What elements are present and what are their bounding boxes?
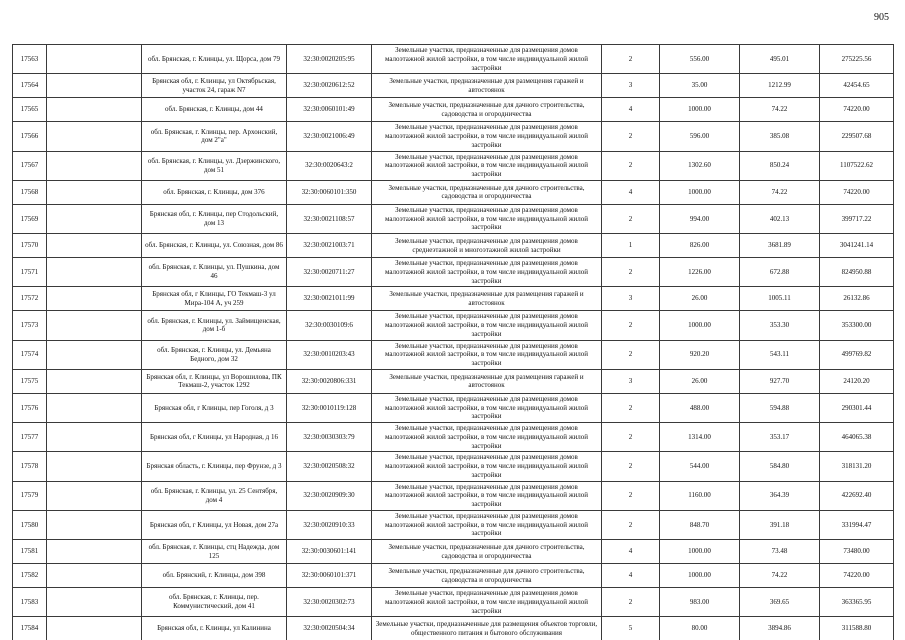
- total-value-cell: 3041241.14: [820, 234, 894, 258]
- row-id-cell: 17582: [13, 564, 47, 588]
- empty-cell: [47, 564, 142, 588]
- unit-value-cell: 672.88: [740, 258, 820, 287]
- table-row: [13, 564, 894, 588]
- land-use-cell: Земельные участки, предназначенные для размещения домов малоэтажной жилой застройки, в том числе индивидуальной жилой застройки: [372, 311, 602, 340]
- address-cell: Брянская обл, г. Клинцы, пер Стодольский, дом 13: [142, 204, 287, 233]
- unit-value-cell: 73.48: [740, 540, 820, 564]
- area-cell: 1000.00: [660, 564, 740, 588]
- total-value-cell: 311588.80: [820, 617, 894, 640]
- row-id-cell: 17575: [13, 369, 47, 393]
- land-use-cell: Земельные участки, предназначенные для размещения домов малоэтажной жилой застройки, в том числе индивидуальной жилой застройки: [372, 45, 602, 74]
- address-cell: обл. Брянская, г. Клинцы, пер. Коммунистический, дом 41: [142, 588, 287, 617]
- type-code-cell: 2: [602, 151, 660, 180]
- table-row: [13, 588, 894, 617]
- empty-cell: [47, 340, 142, 369]
- type-code-cell: 2: [602, 340, 660, 369]
- type-code-cell: 2: [602, 423, 660, 452]
- cadastral-number-cell: 32:30:0020643:2: [287, 151, 372, 180]
- address-cell: обл. Брянская, г. Клинцы, ул. Демьяна Бедного, дом 32: [142, 340, 287, 369]
- empty-cell: [47, 45, 142, 74]
- land-use-cell: Земельные участки, предназначенные для размещения домов малоэтажной жилой застройки, в том числе индивидуальной жилой застройки: [372, 151, 602, 180]
- area-cell: 26.00: [660, 369, 740, 393]
- land-use-cell: Земельные участки, предназначенные для размещения домов малоэтажной жилой застройки, в том числе индивидуальной жилой застройки: [372, 393, 602, 422]
- address-cell: обл. Брянская, г. Клинцы, ул. Дзержинского, дом 51: [142, 151, 287, 180]
- cadastral-number-cell: 32:30:0021003:71: [287, 234, 372, 258]
- cadastral-number-cell: 32:30:0030601:141: [287, 540, 372, 564]
- unit-value-cell: 1005.11: [740, 287, 820, 311]
- table-row: [13, 510, 894, 539]
- total-value-cell: 824950.88: [820, 258, 894, 287]
- address-cell: Брянская обл, г. Клинцы, ул Октябрьская, участок 24, гараж N7: [142, 74, 287, 98]
- land-use-cell: Земельные участки, предназначенные для размещения домов малоэтажной жилой застройки, в том числе индивидуальной жилой застройки: [372, 423, 602, 452]
- row-id-cell: 17577: [13, 423, 47, 452]
- total-value-cell: 229507.68: [820, 122, 894, 151]
- address-cell: Брянская обл, г Клинцы, пер Гоголя, д 3: [142, 393, 287, 422]
- land-use-cell: Земельные участки, предназначенные для размещения домов малоэтажной жилой застройки, в том числе индивидуальной жилой застройки: [372, 204, 602, 233]
- empty-cell: [47, 98, 142, 122]
- type-code-cell: 4: [602, 540, 660, 564]
- row-id-cell: 17567: [13, 151, 47, 180]
- area-cell: 994.00: [660, 204, 740, 233]
- cadastral-number-cell: 32:30:0021006:49: [287, 122, 372, 151]
- land-use-cell: Земельные участки, предназначенные для размещения домов малоэтажной жилой застройки, в том числе индивидуальной жилой застройки: [372, 481, 602, 510]
- unit-value-cell: 364.39: [740, 481, 820, 510]
- unit-value-cell: 391.18: [740, 510, 820, 539]
- total-value-cell: 74220.00: [820, 180, 894, 204]
- cadastral-number-cell: 32:30:0060101:350: [287, 180, 372, 204]
- table-row: [13, 452, 894, 481]
- address-cell: обл. Брянская, г. Клинцы, ул. 25 Сентября, дом 4: [142, 481, 287, 510]
- table-row: [13, 258, 894, 287]
- type-code-cell: 4: [602, 180, 660, 204]
- type-code-cell: 2: [602, 393, 660, 422]
- type-code-cell: 2: [602, 122, 660, 151]
- area-cell: 983.00: [660, 588, 740, 617]
- type-code-cell: 2: [602, 311, 660, 340]
- unit-value-cell: 353.17: [740, 423, 820, 452]
- row-id-cell: 17564: [13, 74, 47, 98]
- unit-value-cell: 402.13: [740, 204, 820, 233]
- cadastral-number-cell: 32:30:0030303:79: [287, 423, 372, 452]
- row-id-cell: 17568: [13, 180, 47, 204]
- total-value-cell: 24120.20: [820, 369, 894, 393]
- row-id-cell: 17581: [13, 540, 47, 564]
- table-row: [13, 540, 894, 564]
- table-row: [13, 45, 894, 74]
- total-value-cell: 1107522.62: [820, 151, 894, 180]
- total-value-cell: 74220.00: [820, 98, 894, 122]
- type-code-cell: 4: [602, 98, 660, 122]
- empty-cell: [47, 180, 142, 204]
- row-id-cell: 17580: [13, 510, 47, 539]
- table-row: [13, 369, 894, 393]
- area-cell: 1000.00: [660, 98, 740, 122]
- address-cell: Брянская обл, г. Клинцы, ул Калинина: [142, 617, 287, 640]
- land-parcels-table: [12, 44, 894, 640]
- row-id-cell: 17566: [13, 122, 47, 151]
- cadastral-number-cell: 32:30:0020909:30: [287, 481, 372, 510]
- cadastral-number-cell: 32:30:0020806:331: [287, 369, 372, 393]
- cadastral-number-cell: 32:30:0020910:33: [287, 510, 372, 539]
- table-row: [13, 74, 894, 98]
- unit-value-cell: 353.30: [740, 311, 820, 340]
- table-row: [13, 234, 894, 258]
- type-code-cell: 5: [602, 617, 660, 640]
- empty-cell: [47, 74, 142, 98]
- unit-value-cell: 385.08: [740, 122, 820, 151]
- row-id-cell: 17572: [13, 287, 47, 311]
- land-use-cell: Земельные участки, предназначенные для дачного строительства, садоводства и огородничества: [372, 98, 602, 122]
- type-code-cell: 2: [602, 45, 660, 74]
- table-row: [13, 617, 894, 640]
- land-use-cell: Земельные участки, предназначенные для размещения домов малоэтажной жилой застройки, в том числе индивидуальной жилой застройки: [372, 340, 602, 369]
- type-code-cell: 3: [602, 287, 660, 311]
- cadastral-number-cell: 32:30:0020302:73: [287, 588, 372, 617]
- land-use-cell: Земельные участки, предназначенные для размещения объектов торговли, общественного питания и бытового обслуживания: [372, 617, 602, 640]
- unit-value-cell: 584.80: [740, 452, 820, 481]
- empty-cell: [47, 452, 142, 481]
- unit-value-cell: 74.22: [740, 564, 820, 588]
- area-cell: 920.20: [660, 340, 740, 369]
- area-cell: 1226.00: [660, 258, 740, 287]
- type-code-cell: 3: [602, 369, 660, 393]
- row-id-cell: 17574: [13, 340, 47, 369]
- row-id-cell: 17576: [13, 393, 47, 422]
- cadastral-number-cell: 32:30:0020205:95: [287, 45, 372, 74]
- table-row: [13, 204, 894, 233]
- unit-value-cell: 927.70: [740, 369, 820, 393]
- total-value-cell: 464065.38: [820, 423, 894, 452]
- cadastral-number-cell: 32:30:0060101:371: [287, 564, 372, 588]
- row-id-cell: 17569: [13, 204, 47, 233]
- row-id-cell: 17584: [13, 617, 47, 640]
- area-cell: 544.00: [660, 452, 740, 481]
- row-id-cell: 17563: [13, 45, 47, 74]
- land-use-cell: Земельные участки, предназначенные для дачного строительства, садоводства и огородничества: [372, 180, 602, 204]
- type-code-cell: 4: [602, 564, 660, 588]
- empty-cell: [47, 481, 142, 510]
- empty-cell: [47, 122, 142, 151]
- address-cell: обл. Брянская, г. Клинцы, ул. Займищенская, дом 1-б: [142, 311, 287, 340]
- type-code-cell: 2: [602, 204, 660, 233]
- table-row: [13, 393, 894, 422]
- land-use-cell: Земельные участки, предназначенные для размещения домов малоэтажной жилой застройки, в том числе индивидуальной жилой застройки: [372, 122, 602, 151]
- cadastral-number-cell: 32:30:0020504:34: [287, 617, 372, 640]
- total-value-cell: 422692.40: [820, 481, 894, 510]
- row-id-cell: 17579: [13, 481, 47, 510]
- land-use-cell: Земельные участки, предназначенные для размещения гаражей и автостоянок: [372, 287, 602, 311]
- unit-value-cell: 495.01: [740, 45, 820, 74]
- land-use-cell: Земельные участки, предназначенные для размещения домов среднеэтажной и многоэтажной жилой застройки: [372, 234, 602, 258]
- area-cell: 26.00: [660, 287, 740, 311]
- cadastral-number-cell: 32:30:0060101:49: [287, 98, 372, 122]
- area-cell: 848.70: [660, 510, 740, 539]
- address-cell: обл. Брянская, г. Клинцы, дом 376: [142, 180, 287, 204]
- cadastral-number-cell: 32:30:0020711:27: [287, 258, 372, 287]
- total-value-cell: 499769.82: [820, 340, 894, 369]
- row-id-cell: 17570: [13, 234, 47, 258]
- unit-value-cell: 543.11: [740, 340, 820, 369]
- empty-cell: [47, 151, 142, 180]
- address-cell: обл. Брянская, г. Клинцы, стц Надежда, дом 125: [142, 540, 287, 564]
- empty-cell: [47, 393, 142, 422]
- address-cell: обл. Брянская, г. Клинцы, дом 44: [142, 98, 287, 122]
- area-cell: 596.00: [660, 122, 740, 151]
- unit-value-cell: 369.65: [740, 588, 820, 617]
- land-use-cell: Земельные участки, предназначенные для дачного строительства, садоводства и огородничества: [372, 564, 602, 588]
- empty-cell: [47, 258, 142, 287]
- total-value-cell: 74220.00: [820, 564, 894, 588]
- total-value-cell: 275225.56: [820, 45, 894, 74]
- address-cell: обл. Брянская, г. Клинцы, ул. Пушкина, дом 46: [142, 258, 287, 287]
- table-row: [13, 180, 894, 204]
- address-cell: Брянская обл, г Клинцы, ул Народная, д 16: [142, 423, 287, 452]
- type-code-cell: 2: [602, 510, 660, 539]
- area-cell: 1314.00: [660, 423, 740, 452]
- total-value-cell: 73480.00: [820, 540, 894, 564]
- address-cell: обл. Брянская, г. Клинцы, ул. Щорса, дом 79: [142, 45, 287, 74]
- area-cell: 1000.00: [660, 180, 740, 204]
- land-use-cell: Земельные участки, предназначенные для размещения домов малоэтажной жилой застройки, в том числе индивидуальной жилой застройки: [372, 258, 602, 287]
- table-row: [13, 423, 894, 452]
- total-value-cell: 353300.00: [820, 311, 894, 340]
- cadastral-number-cell: 32:30:0010119:128: [287, 393, 372, 422]
- table-row: [13, 287, 894, 311]
- cadastral-number-cell: 32:30:0010203:43: [287, 340, 372, 369]
- area-cell: 488.00: [660, 393, 740, 422]
- unit-value-cell: 74.22: [740, 98, 820, 122]
- row-id-cell: 17578: [13, 452, 47, 481]
- area-cell: 826.00: [660, 234, 740, 258]
- total-value-cell: 290301.44: [820, 393, 894, 422]
- type-code-cell: 2: [602, 258, 660, 287]
- empty-cell: [47, 204, 142, 233]
- type-code-cell: 2: [602, 452, 660, 481]
- address-cell: Брянская обл, г Клинцы, ГО Текмаш-3 ул Мира-104 А, уч 259: [142, 287, 287, 311]
- cadastral-number-cell: 32:30:0030109:6: [287, 311, 372, 340]
- area-cell: 1302.60: [660, 151, 740, 180]
- row-id-cell: 17573: [13, 311, 47, 340]
- total-value-cell: 42454.65: [820, 74, 894, 98]
- row-id-cell: 17571: [13, 258, 47, 287]
- unit-value-cell: 3681.89: [740, 234, 820, 258]
- type-code-cell: 2: [602, 481, 660, 510]
- area-cell: 1000.00: [660, 540, 740, 564]
- address-cell: Брянская обл, г. Клинцы, ул Ворошилова, ПК Текмаш-2, участок 1292: [142, 369, 287, 393]
- area-cell: 80.00: [660, 617, 740, 640]
- type-code-cell: 1: [602, 234, 660, 258]
- land-use-cell: Земельные участки, предназначенные для размещения домов малоэтажной жилой застройки, в том числе индивидуальной жилой застройки: [372, 588, 602, 617]
- cadastral-number-cell: 32:30:0021108:57: [287, 204, 372, 233]
- area-cell: 1000.00: [660, 311, 740, 340]
- empty-cell: [47, 423, 142, 452]
- land-use-cell: Земельные участки, предназначенные для размещения домов малоэтажной жилой застройки, в том числе индивидуальной жилой застройки: [372, 510, 602, 539]
- cadastral-number-cell: 32:30:0020508:32: [287, 452, 372, 481]
- cadastral-number-cell: 32:30:0020612:52: [287, 74, 372, 98]
- table-body: [13, 45, 894, 640]
- unit-value-cell: 850.24: [740, 151, 820, 180]
- cadastral-number-cell: 32:30:0021011:99: [287, 287, 372, 311]
- row-id-cell: 17565: [13, 98, 47, 122]
- empty-cell: [47, 540, 142, 564]
- empty-cell: [47, 510, 142, 539]
- area-cell: 1160.00: [660, 481, 740, 510]
- empty-cell: [47, 369, 142, 393]
- table-row: [13, 311, 894, 340]
- empty-cell: [47, 588, 142, 617]
- page-number: 905: [874, 12, 889, 23]
- row-id-cell: 17583: [13, 588, 47, 617]
- address-cell: обл. Брянская, г. Клинцы, пер. Архонский, дом 2"а": [142, 122, 287, 151]
- land-use-cell: Земельные участки, предназначенные для дачного строительства, садоводства и огородничества: [372, 540, 602, 564]
- address-cell: обл. Брянский, г. Клинцы, дом 398: [142, 564, 287, 588]
- land-use-cell: Земельные участки, предназначенные для размещения гаражей и автостоянок: [372, 74, 602, 98]
- unit-value-cell: 74.22: [740, 180, 820, 204]
- land-use-cell: Земельные участки, предназначенные для размещения гаражей и автостоянок: [372, 369, 602, 393]
- total-value-cell: 318131.20: [820, 452, 894, 481]
- type-code-cell: 2: [602, 588, 660, 617]
- address-cell: обл. Брянская, г. Клинцы, ул. Союзная, дом 86: [142, 234, 287, 258]
- table-row: [13, 122, 894, 151]
- table-row: [13, 151, 894, 180]
- land-use-cell: Земельные участки, предназначенные для размещения домов малоэтажной жилой застройки, в том числе индивидуальной жилой застройки: [372, 452, 602, 481]
- empty-cell: [47, 617, 142, 640]
- empty-cell: [47, 311, 142, 340]
- empty-cell: [47, 287, 142, 311]
- total-value-cell: 26132.86: [820, 287, 894, 311]
- unit-value-cell: 1212.99: [740, 74, 820, 98]
- total-value-cell: 363365.95: [820, 588, 894, 617]
- area-cell: 35.00: [660, 74, 740, 98]
- address-cell: Брянская область, г. Клинцы, пер Фрунзе, д 3: [142, 452, 287, 481]
- table-row: [13, 98, 894, 122]
- empty-cell: [47, 234, 142, 258]
- unit-value-cell: 594.88: [740, 393, 820, 422]
- total-value-cell: 399717.22: [820, 204, 894, 233]
- table-row: [13, 340, 894, 369]
- table-row: [13, 481, 894, 510]
- address-cell: Брянская обл, г Клинцы, ул Новая, дом 27а: [142, 510, 287, 539]
- total-value-cell: 331994.47: [820, 510, 894, 539]
- unit-value-cell: 3894.86: [740, 617, 820, 640]
- type-code-cell: 3: [602, 74, 660, 98]
- area-cell: 556.00: [660, 45, 740, 74]
